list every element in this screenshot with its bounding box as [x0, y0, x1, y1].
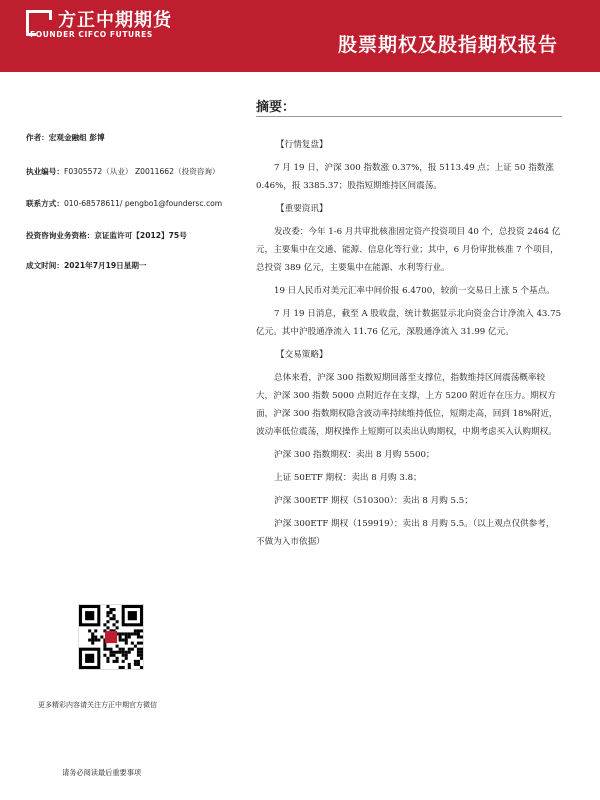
author-line: [26, 132, 105, 143]
contact-label: 联系方式：: [26, 199, 64, 208]
qr-code-graphic: [79, 605, 143, 669]
author-label: 作者：: [26, 133, 49, 142]
qualification-label: 投资咨询业务资格：: [26, 231, 95, 240]
brand-name-cn: 方正中期期货: [58, 10, 172, 31]
section-paragraph: 发改委：今年 1-6 月共审批核准固定资产投资项目 40 个，总投资 2464 亿元，主要集中在交通、能源、信息化等行业；其中，6 月份审批核准 7 个项目，总投资 389 亿元，主要集中在能源、水利等行业。: [256, 227, 561, 273]
section-title: 【交易策略】: [276, 350, 328, 360]
author-value: 宏观金融组 彭博: [48, 133, 105, 142]
license-label: 执业编号：: [26, 167, 64, 176]
section-title: 【行情复盘】: [276, 140, 328, 150]
section-paragraph: 19 日人民币对美元汇率中间价报 6.4700，较前一交易日上涨 5 个基点。: [274, 286, 555, 296]
contact-line: [26, 198, 222, 209]
section-paragraph: 上证 50ETF 期权：卖出 8 月购 3.8；: [274, 473, 422, 483]
date-value: 2021年7月19日星期一: [63, 261, 147, 270]
qualification-line: [26, 230, 187, 241]
section-paragraph: 沪深 300ETF 期权（510300）：卖出 8 月购 5.5；: [274, 496, 473, 506]
footer-note: 请务必阅读最后重要事项: [62, 768, 142, 777]
summary-body: [256, 134, 562, 556]
section-paragraph: 7 月 19 日消息，截至 A 股收盘，统计数据显示北向资金合计净流入 43.75 亿元。其中沪股通净流入 11.76 亿元，深股通净流入 31.99 亿元。: [256, 309, 562, 337]
license-line: [26, 166, 220, 177]
divider: [256, 116, 562, 117]
date-line: [26, 260, 147, 271]
section-paragraph: 沪深 300ETF 期权（159919）：卖出 8 月购 5.5。（以上观点仅供参考，不做为入市依据）: [256, 519, 555, 547]
date-label: 成文时间：: [26, 261, 64, 270]
report-title: 股票期权及股指期权报告: [337, 34, 558, 56]
summary-heading: 摘要：: [256, 100, 296, 115]
qualification-value: 京证监许可【2012】75号: [94, 231, 187, 240]
qr-code-icon: [78, 604, 144, 670]
brand-name-en: FOUNDER CIFCO FUTURES: [30, 30, 153, 39]
section-paragraph: 总体来看，沪深 300 指数短期回落至支撑位，指数维持区间震荡概率较大，沪深 300 指数 5000 点附近存在支撑，上方 5200 附近存在压力。期权方面，沪深 300 指数期权隐含波动率持续维持低位，短期走高，回到 18%附近，波动率低位震荡，期权操作上短期可以卖出认购期权，中期考虑买入认购期权。: [256, 373, 558, 437]
section-paragraph: 7 月 19 日，沪深 300 指数涨 0.37%，报 5113.49 点；上证 50 指数涨 0.46%，报 3385.37；股指短期维持区间震荡。: [256, 163, 554, 191]
qr-caption: 更多精彩内容请关注方正中期官方微信: [38, 701, 157, 709]
contact-value[interactable]: 010-68578611/ pengbo1@foundersc.com: [63, 199, 223, 208]
section-title: 【重要资讯】: [276, 204, 328, 214]
section-paragraph: 沪深 300 指数期权：卖出 8 月购 5500；: [274, 450, 435, 460]
header-banner: [0, 0, 600, 72]
license-value: F0305572（从业） Z0011662（投资咨询）: [63, 167, 220, 176]
